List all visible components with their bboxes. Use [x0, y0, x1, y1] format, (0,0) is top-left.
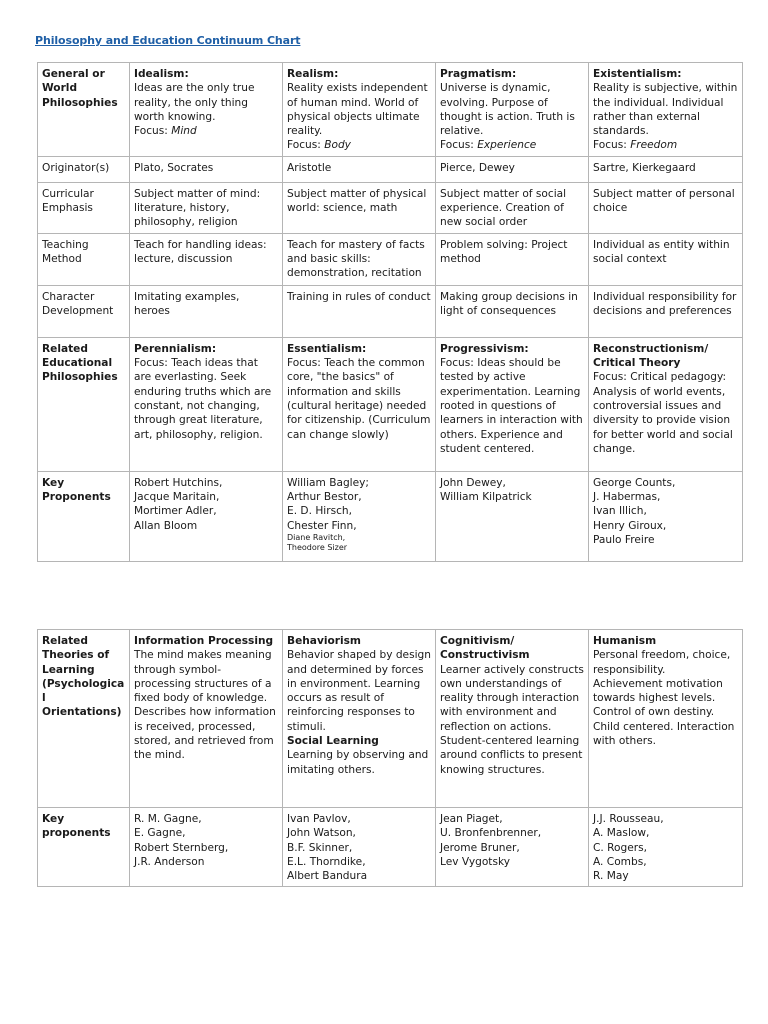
focus: Body: [324, 139, 351, 152]
table-cell: Aristotle: [283, 156, 436, 182]
table-cell: Training in rules of conduct: [283, 285, 436, 337]
table-cell: Individual as entity within social context: [589, 233, 743, 285]
table-cell-cognitivism: [436, 630, 589, 808]
focus-prefix: Focus:: [134, 125, 172, 138]
proponent-name: J.R. Anderson: [134, 855, 205, 868]
table-row-related-educational-philosophies: [38, 337, 743, 471]
table-cell-proponents: [283, 471, 436, 561]
proponent-name: J.J. Rousseau,: [593, 813, 664, 825]
table-cell-proponents: [589, 808, 743, 887]
table-row-world-philosophies: [38, 63, 743, 157]
proponent-name: R. May: [593, 870, 629, 883]
table-cell-reconstructionism: [589, 337, 743, 471]
term: Reconstructionism/ Critical Theory: [593, 342, 709, 370]
term: Perennialism:: [134, 342, 217, 355]
table-cell-idealism: [130, 63, 283, 157]
table-cell: Pierce, Dewey: [436, 156, 589, 182]
table-cell-proponents: [589, 471, 743, 561]
cell-text: Learning by observing and imitating others.: [287, 749, 429, 776]
term-social-learning: Social Learning: [287, 735, 379, 748]
proponent-name: E. D. Hirsch,: [287, 505, 353, 518]
proponent-name: George Counts,: [593, 476, 676, 489]
table-row-theories-of-learning: [38, 630, 743, 808]
cell-text: Learner actively constructs own understandings of reality through interaction with environment and reflection on actions. Student-centered learning around conflicts to present knowing structures.: [440, 663, 584, 776]
table-row-curricular-emphasis: [38, 182, 743, 233]
term: Essentialism:: [287, 342, 367, 355]
cell-text: Focus: Teach the common core, "the basics" of information and skills (cultural heritage) needed for citizenship. (Curriculum can change slowly): [287, 357, 431, 441]
table-cell-realism: [283, 63, 436, 157]
cell-text: Ideas are the only true reality, the only thing worth knowing.: [134, 82, 255, 123]
table-cell: Subject matter of mind: literature, history, philosophy, religion: [130, 182, 283, 233]
focus: Freedom: [630, 139, 678, 152]
proponent-name: Jean Piaget,: [440, 813, 503, 825]
proponent-name-small: Theodore Sizer: [287, 542, 348, 552]
proponent-name: Allan Bloom: [134, 519, 198, 532]
proponent-name: Henry Giroux,: [593, 519, 667, 532]
focus-prefix: Focus:: [440, 139, 478, 152]
proponent-name: Jacque Maritain,: [134, 491, 220, 504]
table-cell-proponents: [130, 471, 283, 561]
cell-text: Focus: Teach ideas that are everlasting. Seek enduring truths which are constant, not changing, through great literature, art, philosophy, religion.: [134, 357, 272, 441]
proponent-name: E.L. Thorndike,: [287, 855, 366, 868]
term: Idealism:: [134, 68, 189, 80]
proponent-name: Arthur Bestor,: [287, 491, 362, 504]
term: Humanism: [593, 635, 657, 647]
row-label: Teaching Method: [38, 233, 130, 285]
table-cell-information-processing: [130, 630, 283, 808]
philosophy-table: [37, 62, 743, 562]
proponent-name: Albert Bandura: [287, 870, 368, 883]
table-cell: Subject matter of personal choice: [589, 182, 743, 233]
proponent-name: Robert Sternberg,: [134, 841, 229, 854]
row-label: Character Development: [38, 285, 130, 337]
focus: Mind: [171, 125, 197, 138]
row-label: Related Educational Philosophies: [38, 337, 130, 471]
proponent-name: E. Gagne,: [134, 827, 186, 840]
term: Cognitivism/ Constructivism: [440, 635, 530, 662]
table-cell-progressivism: [436, 337, 589, 471]
table-cell: Problem solving: Project method: [436, 233, 589, 285]
proponent-name: J. Habermas,: [593, 491, 661, 504]
table-cell: Individual responsibility for decisions and preferences: [589, 285, 743, 337]
row-label: Originator(s): [38, 156, 130, 182]
table-cell: Subject matter of physical world: science, math: [283, 182, 436, 233]
table-cell: Teach for mastery of facts and basic skills: demonstration, recitation: [283, 233, 436, 285]
table-cell-humanism: [589, 630, 743, 808]
proponent-name: Ivan Pavlov,: [287, 813, 351, 825]
proponent-name: William Bagley;: [287, 476, 369, 489]
proponent-name: Chester Finn,: [287, 519, 357, 532]
proponent-name: U. Bronfenbrenner,: [440, 827, 542, 840]
proponent-name: Ivan Illich,: [593, 505, 647, 518]
focus: Experience: [477, 139, 537, 152]
table-cell: Making group decisions in light of consequences: [436, 285, 589, 337]
term: Pragmatism:: [440, 68, 517, 80]
cell-text: Personal freedom, choice, responsibility. Achievement motivation towards highest levels. Control of own destiny. Child centered. Interaction with others.: [593, 649, 735, 748]
table-cell: Imitating examples, heroes: [130, 285, 283, 337]
row-label: Key proponents: [38, 808, 130, 887]
proponent-name: Jerome Bruner,: [440, 841, 520, 854]
table-cell: Subject matter of social experience. Creation of new social order: [436, 182, 589, 233]
table-cell: Sartre, Kierkegaard: [589, 156, 743, 182]
row-label: Key Proponents: [38, 471, 130, 561]
cell-text: The mind makes meaning through symbol-processing structures of a fixed body of knowledge. Describes how information is received, processed, stored, and retrieved from the mind.: [134, 649, 276, 762]
proponent-name: William Kilpatrick: [440, 491, 532, 504]
term: Existentialism:: [593, 68, 682, 80]
cell-text: Reality is subjective, within the individual. Individual rather than external standards.: [593, 82, 738, 138]
proponent-name: Paulo Freire: [593, 533, 655, 546]
term: Information Processing: [134, 635, 274, 647]
table-cell-behaviorism: [283, 630, 436, 808]
table-cell-existentialism: [589, 63, 743, 157]
table-row-character-development: [38, 285, 743, 337]
table-cell: Teach for handling ideas: lecture, discussion: [130, 233, 283, 285]
proponent-name: Mortimer Adler,: [134, 505, 217, 518]
row-label: Curricular Emphasis: [38, 182, 130, 233]
proponent-name: B.F. Skinner,: [287, 841, 353, 854]
cell-text: Focus: Ideas should be tested by active experimentation. Learning rooted in questions of learners in interaction with others. Experience and student centered.: [440, 357, 583, 455]
table-cell-proponents: [130, 808, 283, 887]
table-cell-pragmatism: [436, 63, 589, 157]
cell-text: Reality exists independent of human mind. World of physical objects ultimate reality.: [287, 82, 428, 138]
table-row-key-proponents-2: [38, 808, 743, 887]
cell-text: Focus: Critical pedagogy: Analysis of world events, controversial issues and diversity to provide vision for better world and social change.: [593, 371, 733, 455]
table-cell-proponents: [436, 808, 589, 887]
document-title: Philosophy and Education Continuum Chart: [35, 34, 301, 47]
proponent-name: Lev Vygotsky: [440, 855, 511, 868]
proponent-name: A. Maslow,: [593, 827, 650, 840]
term: Behaviorism: [287, 635, 361, 647]
table-row-teaching-method: [38, 233, 743, 285]
proponent-name: R. M. Gagne,: [134, 813, 202, 825]
table-cell-perennialism: [130, 337, 283, 471]
table-row-key-proponents: [38, 471, 743, 561]
table-row-originators: [38, 156, 743, 182]
table-cell-proponents: [436, 471, 589, 561]
focus-prefix: Focus:: [287, 139, 325, 152]
proponent-name: John Dewey,: [440, 476, 506, 489]
proponent-name: Robert Hutchins,: [134, 476, 223, 489]
term: Realism:: [287, 68, 339, 80]
cell-text: Behavior shaped by design and determined by forces in environment. Learning occurs as result of reinforcing responses to stimuli.: [287, 649, 431, 733]
term: Progressivism:: [440, 342, 529, 355]
table-cell-essentialism: [283, 337, 436, 471]
proponent-name: A. Combs,: [593, 855, 647, 868]
proponent-name: C. Rogers,: [593, 841, 647, 854]
proponent-name: John Watson,: [287, 827, 356, 840]
row-label: Related Theories of Learning (Psychological Orientations): [38, 630, 130, 808]
table-cell: Plato, Socrates: [130, 156, 283, 182]
row-label: General or World Philosophies: [38, 63, 130, 157]
cell-text: Universe is dynamic, evolving. Purpose of thought is action. Truth is relative.: [440, 82, 575, 138]
focus-prefix: Focus:: [593, 139, 631, 152]
table-cell-proponents: [283, 808, 436, 887]
proponent-name-small: Diane Ravitch,: [287, 532, 346, 542]
learning-theories-table: [37, 629, 743, 887]
